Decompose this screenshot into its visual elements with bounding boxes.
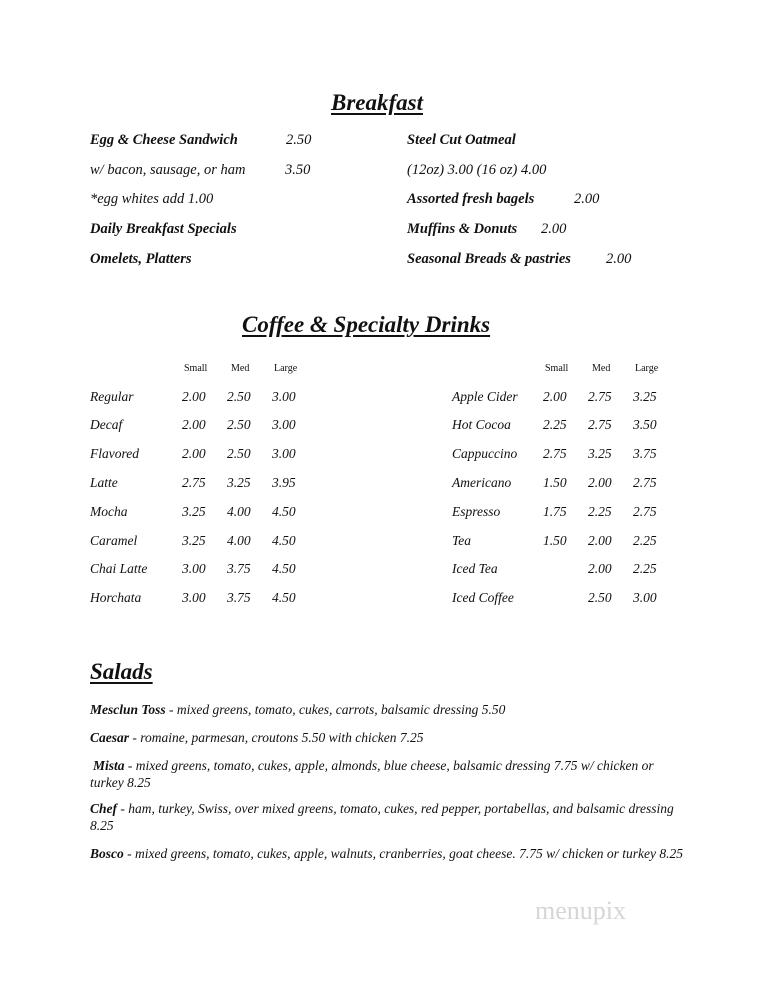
- drink-price-large: 2.75: [633, 475, 657, 490]
- drink-name: Flavored: [90, 446, 139, 461]
- drink-price-large: 3.00: [272, 446, 296, 461]
- drink-name: Americano: [452, 475, 512, 490]
- drink-name: Cappuccino: [452, 446, 518, 461]
- salad-description: - romaine, parmesan, croutons 5.50 with chicken 7.25: [129, 730, 424, 745]
- watermark-logo: menupix: [535, 896, 626, 925]
- drink-price-med: 2.50: [227, 417, 251, 432]
- drink-price-large: 4.50: [272, 533, 296, 548]
- drink-price-med: 2.50: [588, 590, 612, 605]
- size-header: Small: [184, 363, 208, 374]
- drink-price-small: 2.25: [543, 417, 567, 432]
- salad-description: - ham, turkey, Swiss, over mixed greens, tomato, cukes, red pepper, portabellas, and balsamic dressing 8.25: [90, 801, 674, 833]
- breakfast-item-price: 2.00: [606, 251, 632, 267]
- drink-name: Decaf: [90, 417, 123, 432]
- salad-description: - mixed greens, tomato, cukes, apple, almonds, blue cheese, balsamic dressing 7.75 w/ chicken or turkey 8.25: [90, 758, 654, 790]
- drink-price-med: 2.25: [588, 504, 612, 519]
- drink-price-large: 2.75: [633, 504, 657, 519]
- drink-name: Caramel: [90, 533, 138, 548]
- drink-price-large: 4.50: [272, 561, 296, 576]
- drink-name: Regular: [90, 389, 134, 404]
- drink-price-small: 1.75: [543, 504, 567, 519]
- salad-name: Mista: [93, 758, 125, 773]
- drink-price-small: 3.25: [182, 504, 206, 519]
- drink-price-med: 2.00: [588, 475, 612, 490]
- drink-name: Mocha: [90, 504, 128, 519]
- drink-price-small: 2.75: [182, 475, 206, 490]
- salads-title: Salads: [90, 659, 153, 684]
- breakfast-item-price: 2.00: [574, 191, 600, 207]
- drink-price-small: 2.00: [543, 389, 567, 404]
- breakfast-item-name: Seasonal Breads & pastries: [407, 251, 571, 267]
- drink-price-med: 2.50: [227, 389, 251, 404]
- drink-price-med: 2.75: [588, 417, 612, 432]
- drink-price-large: 3.75: [633, 446, 657, 461]
- salad-item: [90, 729, 690, 746]
- salad-description: - mixed greens, tomato, cukes, apple, walnuts, cranberries, goat cheese. 7.75 w/ chicken or turkey 8.25: [123, 846, 683, 861]
- salad-item: [90, 800, 690, 834]
- drink-price-med: 2.00: [588, 561, 612, 576]
- drink-price-large: 3.00: [272, 389, 296, 404]
- salad-description: - mixed greens, tomato, cukes, carrots, balsamic dressing 5.50: [165, 702, 506, 717]
- drink-price-med: 3.75: [227, 590, 251, 605]
- drink-name: Horchata: [90, 590, 142, 605]
- drink-name: Espresso: [452, 504, 501, 519]
- drink-name: Iced Coffee: [452, 590, 514, 605]
- salad-name: Bosco: [90, 846, 124, 861]
- drink-price-med: 3.25: [227, 475, 251, 490]
- drink-name: Iced Tea: [452, 561, 498, 576]
- drink-price-med: 4.00: [227, 533, 251, 548]
- size-header: Med: [231, 363, 250, 374]
- salad-name: Chef: [90, 801, 117, 816]
- salad-name: Mesclun Toss: [90, 702, 166, 717]
- drink-price-small: 1.50: [543, 475, 567, 490]
- breakfast-item-name: Muffins & Donuts: [407, 221, 518, 237]
- breakfast-item-name: Omelets, Platters: [90, 251, 192, 267]
- breakfast-item-name: Daily Breakfast Specials: [90, 221, 237, 237]
- drink-price-large: 3.25: [633, 389, 657, 404]
- size-header: Large: [635, 363, 659, 374]
- drink-price-large: 3.00: [633, 590, 657, 605]
- breakfast-item-name: *egg whites add 1.00: [90, 191, 214, 207]
- drink-price-small: 2.00: [182, 389, 206, 404]
- breakfast-item-price: 2.00: [541, 221, 567, 237]
- drink-price-large: 3.50: [633, 417, 657, 432]
- size-header: Small: [545, 363, 569, 374]
- coffee-title: Coffee & Specialty Drinks: [242, 312, 491, 337]
- drink-price-small: 3.00: [182, 561, 206, 576]
- drink-price-large: 4.50: [272, 504, 296, 519]
- breakfast-item-name: (12oz) 3.00 (16 oz) 4.00: [407, 162, 547, 178]
- drink-price-small: 2.75: [543, 446, 567, 461]
- drink-price-med: 2.50: [227, 446, 251, 461]
- drink-price-small: 1.50: [543, 533, 567, 548]
- breakfast-item-name: Egg & Cheese Sandwich: [90, 132, 238, 148]
- drink-price-large: 2.25: [633, 561, 657, 576]
- breakfast-item-price: 2.50: [286, 132, 312, 148]
- drink-name: Hot Cocoa: [452, 417, 511, 432]
- size-header: Large: [274, 363, 298, 374]
- drink-price-med: 3.25: [588, 446, 612, 461]
- drink-price-small: 3.25: [182, 533, 206, 548]
- drink-price-large: 3.00: [272, 417, 296, 432]
- drink-price-large: 4.50: [272, 590, 296, 605]
- breakfast-item-name: Steel Cut Oatmeal: [407, 132, 516, 148]
- breakfast-item-name: Assorted fresh bagels: [407, 191, 535, 207]
- drink-name: Chai Latte: [90, 561, 148, 576]
- breakfast-item-price: 3.50: [285, 162, 311, 178]
- drink-name: Tea: [452, 533, 472, 548]
- size-header: Med: [592, 363, 611, 374]
- drink-price-small: 2.00: [182, 417, 206, 432]
- drink-name: Latte: [90, 475, 118, 490]
- salad-name: Caesar: [90, 730, 130, 745]
- drink-price-med: 3.75: [227, 561, 251, 576]
- salad-item: [90, 845, 690, 862]
- drink-price-large: 2.25: [633, 533, 657, 548]
- drink-price-med: 2.00: [588, 533, 612, 548]
- drink-price-large: 3.95: [272, 475, 296, 490]
- salad-item: [90, 757, 690, 791]
- drink-price-small: 2.00: [182, 446, 206, 461]
- breakfast-item-name: w/ bacon, sausage, or ham: [90, 162, 246, 178]
- drink-price-small: 3.00: [182, 590, 206, 605]
- breakfast-title: Breakfast: [331, 90, 423, 115]
- drink-name: Apple Cider: [452, 389, 518, 404]
- drink-price-med: 2.75: [588, 389, 612, 404]
- drink-price-med: 4.00: [227, 504, 251, 519]
- salad-item: [90, 701, 690, 718]
